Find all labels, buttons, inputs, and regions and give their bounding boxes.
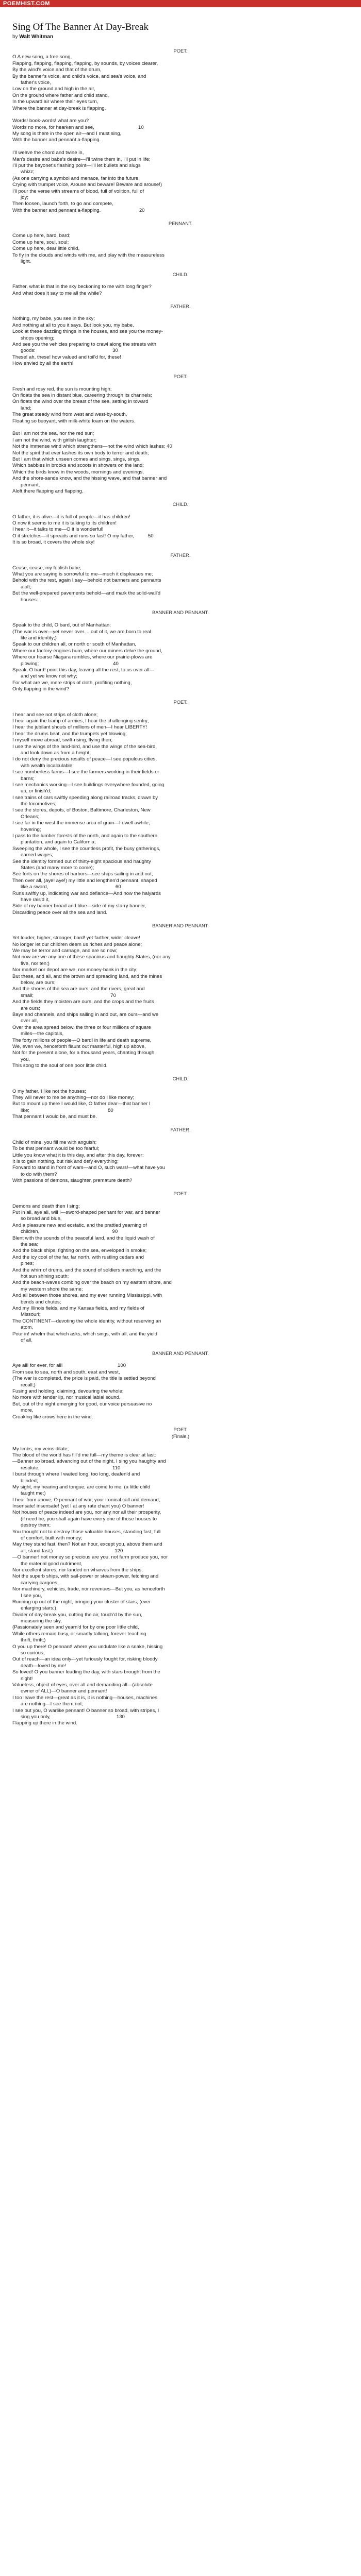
poem-line: (if need be, you shall again have every one of those houses to xyxy=(12,1516,157,1522)
poem-line: Put in all, aye all, will I—sword-shaped pennant for war, and banner xyxy=(12,1210,160,1216)
poem-line: I hear the jubilant shouts of millions of men—I hear LIBERTY! xyxy=(12,724,147,731)
poem-line: I pass to the lumber forests of the north, and again to the southern xyxy=(12,833,158,839)
stanza-gap xyxy=(12,380,349,386)
poem-line: They will never to me be anything—nor do I like money; xyxy=(12,1095,135,1101)
poem-line: I hear again the tramp of armies, I hear the challenging sentry; xyxy=(12,718,149,724)
poem-line: over all, xyxy=(12,1018,38,1024)
poem-line: small; 70 xyxy=(12,992,116,998)
poem-line: Valueless, object of eyes, over all and demanding all—(absolute xyxy=(12,1682,153,1688)
stanza-gap xyxy=(12,1133,349,1139)
poem-line: I hear the drums beat, and the trumpets yet blowing; xyxy=(12,731,127,737)
poem-line: And all between those shores, and my ever running Mississippi, with xyxy=(12,1293,162,1299)
poem-line: It is to gain nothing, but risk and defy everything; xyxy=(12,1158,119,1164)
poem-line: I burst through where I waited long, too long, deafen'd and xyxy=(12,1471,140,1478)
stanza-gap xyxy=(12,265,349,271)
poem-line: Speak to the child, O bard, out of Manhattan; xyxy=(12,622,111,629)
poem-line: Fusing and holding, claiming, devouring the whole; xyxy=(12,1388,124,1395)
speaker-label: POET. xyxy=(173,1190,188,1196)
poem-line: Flapping up there in the wind. xyxy=(12,1720,77,1726)
poem-line: owner of ALL)—O banner and pennant! xyxy=(12,1688,107,1694)
stanza-gap xyxy=(12,692,349,699)
poem-line: to do with them? xyxy=(12,1171,57,1177)
poem-line: Aloft there flapping and flapping. xyxy=(12,488,84,494)
poem-line: See forts on the shores of harbors—see ships sailing in and out; xyxy=(12,871,153,877)
poem-line: Where the banner at day-break is flapping. xyxy=(12,105,106,111)
poem-line: (The war is completed, the price is paid, the title is settled beyond xyxy=(12,1376,156,1382)
poem-line: up, or finish'd; xyxy=(12,788,52,794)
stanza-gap xyxy=(12,1439,349,1446)
poem-line: Blent with the sounds of the peaceful land, and the liquid wash of xyxy=(12,1235,155,1241)
poem-line: recall;) xyxy=(12,1382,36,1388)
poem-line: I use the wings of the land-bird, and use the wings of the sea-bird, xyxy=(12,743,157,750)
poem-line: What you are saying is sorrowful to me—much it displeases me; xyxy=(12,571,153,578)
stanza-gap xyxy=(12,1082,349,1088)
stanza-gap xyxy=(12,1344,349,1350)
poem-line: so broad and blue, xyxy=(12,1216,62,1222)
speaker-label: POET. xyxy=(173,699,188,705)
poem-line: whizz; xyxy=(12,169,35,175)
poem-line: like; 80 xyxy=(12,1107,113,1113)
poem-line: And the whirr of drums, and the sound of soldiers marching, and the xyxy=(12,1267,161,1273)
poem-line: While others remain busy, or smartly talking, forever teaching xyxy=(12,1631,146,1637)
poem-line: aloft; xyxy=(12,584,31,590)
speaker-label: BANNER AND PENNANT. xyxy=(152,1350,209,1356)
poem-line: No more with tender lip, nor musical labial sound, xyxy=(12,1395,121,1401)
poem-line: death—loved by me! xyxy=(12,1663,66,1669)
stanza-gap xyxy=(12,705,349,711)
stanza-gap xyxy=(12,495,349,501)
poem-line: taught me;) xyxy=(12,1490,46,1497)
poem-line: Crying with trumpet voice, Arouse and beware! Beware and arouse!) xyxy=(12,182,162,188)
stanza-gap xyxy=(12,144,349,150)
poem-line: Man's desire and babe's desire—I'll twine them in, I'll put in life; xyxy=(12,156,151,162)
poem-line: I hear it—it talks to me—O it is wonderful! xyxy=(12,527,104,533)
poem-line: Nor excellent stores, nor landed on wharves from the ships; xyxy=(12,1567,143,1573)
poem-line: you, xyxy=(12,1056,30,1062)
poem-line: Floating so buoyant, with milk-white foam on the waters. xyxy=(12,418,136,424)
poem-line: I see you, xyxy=(12,1592,42,1599)
poem-line: Divider of day-break you, cutting the air, touch'd by the sun, xyxy=(12,1612,142,1618)
poem-line: Nor market nor depot are we, nor money-bank in the city; xyxy=(12,967,138,973)
stanza-gap xyxy=(12,929,349,935)
poem-line: Speak to our children all, or north or south of Manhattan, xyxy=(12,641,136,648)
speaker-label: BANNER AND PENNANT. xyxy=(152,609,209,616)
poem-line: Child of mine, you fill me with anguish; xyxy=(12,1139,97,1145)
poem-line: And a pleasure new and ecstatic, and the prattled yearning of xyxy=(12,1222,147,1228)
poem-line: We, even we, henceforth flaunt out masterful, high up above, xyxy=(12,1043,146,1049)
poem-line: O A new song, a free song, xyxy=(12,54,72,60)
poem-line: O it stretches—it spreads and runs so fast! O my father, 50 xyxy=(12,533,154,539)
stanza-gap xyxy=(12,1070,349,1076)
poem-line: Not houses of peace indeed are you, nor any nor all their prosperity, xyxy=(12,1510,161,1516)
poem-byline xyxy=(12,34,349,40)
poem-line: O my father, I like not the houses; xyxy=(12,1088,86,1094)
speaker-label: CHILD. xyxy=(172,271,189,277)
poem-line: —O banner! not money so precious are you, not farm produce you, nor xyxy=(12,1554,168,1561)
poem-line: I too leave the rest—great as it is, it is nothing—houses, machines xyxy=(12,1694,158,1701)
poem-line: Where our hoarse Niagara rumbles, where our prairie-plows are xyxy=(12,654,153,660)
poem-line: We may be terror and carnage, and are so now; xyxy=(12,948,118,954)
poem-line: Not the spirit that ever lashes its own body to terror and death; xyxy=(12,450,149,456)
poem-line: of all. xyxy=(12,1337,32,1343)
poem-line: Not for the present alone, for a thousand years, chanting through xyxy=(12,1050,155,1056)
poem-line: With the banner and pennant a-flapping. 20 xyxy=(12,207,145,213)
poem-line: barns; xyxy=(12,775,35,782)
poem-line: Yet louder, higher, stronger, bard! yet farther, wider cleave! xyxy=(12,935,140,941)
poem-line: Words! book-words! what are you? xyxy=(12,118,89,124)
poem-line: and yet we know not why; xyxy=(12,673,77,680)
poem-line: Sweeping the whole, I see the countless profit, the busy gatherings, xyxy=(12,845,160,852)
poem-line: States (and many more to come); xyxy=(12,865,94,871)
poem-line: Which the birds know in the woods, mornings and evenings, xyxy=(12,469,144,475)
poem-line: By the wind's voice and that of the drum, xyxy=(12,67,102,73)
poem-line: To be that pennant would be too fearful; xyxy=(12,1146,100,1152)
poem-line: And the black ships, fighting on the sea, enveloped in smoke; xyxy=(12,1248,147,1254)
poem-line: For what are we, mere strips of cloth, profiting nothing, xyxy=(12,680,132,686)
stanza-gap xyxy=(12,603,349,609)
speaker-label: BANNER AND PENNANT. xyxy=(152,922,209,928)
poem-line: But I am not the sea, nor the red sun; xyxy=(12,431,94,437)
poem-line: Out of reach—an idea only—yet furiously fought for, risking bloody xyxy=(12,1656,158,1663)
poem-line: like a sword, 60 xyxy=(12,884,121,890)
poem-line: And nothing at all to you it says. But look you, my babe, xyxy=(12,322,134,328)
poem-line: Cease, cease, my foolish babe, xyxy=(12,565,81,571)
poem-line: My limbs, my veins dilate; xyxy=(12,1446,69,1452)
stanza-gap xyxy=(12,310,349,316)
poem-line: plantation, and again to California; xyxy=(12,839,96,845)
poem-line: Come up here, dear little child, xyxy=(12,246,80,252)
poem-line: And the shore-sands know, and the hissing wave, and that banner and xyxy=(12,476,167,482)
poem-line: Not now are we any one of these spacious and haughty States, (nor any xyxy=(12,954,171,960)
poem-line: On floats the wind over the breast of the sea, setting in toward xyxy=(12,399,149,405)
speaker-label: FATHER. xyxy=(170,1127,191,1133)
poem-line: O father, it is alive—it is full of people—it has children! xyxy=(12,514,130,520)
poem-line: In the upward air where their eyes turn, xyxy=(12,99,99,105)
stanza-gap xyxy=(12,1357,349,1363)
poem-line: From sea to sea, north and south, east and west, xyxy=(12,1369,120,1375)
poem-line: five, nor ten;) xyxy=(12,960,50,967)
poem-line: But the well-prepared pavements behold—and mark the solid-wall'd xyxy=(12,590,161,597)
poem-line: With passions of demons, slaughter, premature death? xyxy=(12,1178,133,1184)
poem-line: hovering; xyxy=(12,826,41,833)
poem-line: O you up there! O pennant! where you undulate like a snake, hissing xyxy=(12,1643,163,1650)
poem-line: My sight, my hearing and tongue, are come to me, (a little child xyxy=(12,1484,151,1490)
poem-line: Look at these dazzling things in the houses, and see you the money- xyxy=(12,329,163,335)
poem-line: below, are ours; xyxy=(12,980,56,986)
stanza-gap xyxy=(12,546,349,552)
poem-line: Then loosen, launch forth, to go and compete, xyxy=(12,201,113,207)
poem-line: Low on the ground and high in the air, xyxy=(12,86,95,92)
poem-line: The great steady wind from west and west-by-south, xyxy=(12,412,127,418)
poem-line: light. xyxy=(12,258,31,264)
poem-line: joy; xyxy=(12,194,28,200)
poem-line: Fresh and rosy red, the sun is mounting high; xyxy=(12,386,112,392)
poem-line: This song to the soul of one poor little child. xyxy=(12,1063,108,1069)
poem-line: pennant, xyxy=(12,482,40,488)
poem-line: Insensate! insensate! (yet I at any rate chant you) O banner! xyxy=(12,1503,144,1510)
poem-line: On the ground where father and child stand, xyxy=(12,92,109,98)
poem-line: I hear and see not strips of cloth alone; xyxy=(12,711,98,718)
poem-line: Speak, O bard! point this day, leaving all the rest, to us over all— xyxy=(12,667,154,673)
stanza-gap xyxy=(12,214,349,220)
poem-line: O now it seems to me it is talking to its children! xyxy=(12,520,117,526)
poem-line: But to mount up there I would like, O father dear—that banner I xyxy=(12,1101,151,1107)
poem-line: enlarging stars;) xyxy=(12,1605,56,1612)
poem-line: father's voice, xyxy=(12,79,51,86)
poem-line: bends and chutes; xyxy=(12,1299,61,1305)
poem-line: the locomotives; xyxy=(12,801,57,807)
poem-line: I do not deny the precious results of peace—I see populous cities, xyxy=(12,756,157,762)
poem-line: My song is there in the open air—and I must sing, xyxy=(12,131,122,137)
poem-line: destroy them; xyxy=(12,1522,51,1529)
poem-line: carrying cargoes, xyxy=(12,1580,59,1586)
poem-line: more, xyxy=(12,1408,34,1414)
poem-line: I am not the wind, with girlish laughter; xyxy=(12,437,97,443)
stanza-gap xyxy=(12,297,349,303)
poem-line: the material good nutriment, xyxy=(12,1561,83,1567)
poem-line: Pour in! whelm that which asks, which sings, with all, and the yield xyxy=(12,1331,158,1337)
speaker-label: POET. xyxy=(173,373,188,379)
poem-line: Runs swiftly up, indicating war and defiance—And now the halyards xyxy=(12,890,161,896)
stanza-gap xyxy=(12,1197,349,1203)
poem-line: Demons and death then I sing; xyxy=(12,1203,80,1209)
poem-line: The blood of the world has fill'd me full—my theme is clear at last: xyxy=(12,1452,156,1458)
stanza-gap xyxy=(12,367,349,374)
poem-line: Little you know what it is this day, and after this day, forever; xyxy=(12,1152,144,1158)
stanza-gap xyxy=(12,507,349,514)
stanza-gap xyxy=(12,916,349,922)
poem-line: It is so broad, it covers the whole sky! xyxy=(12,539,95,546)
author-link[interactable]: Walt Whitman xyxy=(19,34,54,40)
byline-prefix: by xyxy=(12,34,18,40)
poem-line: so curious, xyxy=(12,1650,45,1656)
speaker-label: (Finale.) xyxy=(171,1433,190,1439)
poem-line: By the banner's voice, and child's voice, and sea's voice, and xyxy=(12,73,146,79)
poem-line: plowing; 40 xyxy=(12,660,119,667)
poem-line: Then over all, (aye! aye!) my little and lengthen'd pennant, shaped xyxy=(12,877,157,884)
poem-line: Father, what is that in the sky beckoning to me with long finger? xyxy=(12,284,152,290)
poem-line: Only flapping in the wind? xyxy=(12,686,69,692)
poem-line: I myself move abroad, swift-rising, flying then; xyxy=(12,737,113,743)
poem-line: I see numberless farms—I see the farmers working in their fields or xyxy=(12,769,159,775)
stanza-gap xyxy=(12,227,349,233)
poem-line: night! xyxy=(12,1675,33,1682)
poem-line: Running up out of the night, bringing your cluster of stars, (ever- xyxy=(12,1599,153,1605)
poem-title: Sing Of The Banner At Day-Break xyxy=(12,22,149,32)
poem-line: children, 90 xyxy=(12,1229,118,1235)
poem-line: all, stand fast;) 120 xyxy=(12,1548,123,1554)
speaker-label: PENNANT. xyxy=(168,220,193,226)
poem-line: Where our factory-engines hum, where our miners delve the ground, xyxy=(12,648,162,654)
poem-line: Flapping, flapping, flapping, flapping, by sounds, by voices clearer, xyxy=(12,60,158,66)
poem-line: Behold with the rest, again I say—behold not banners and pennants xyxy=(12,578,161,584)
poem-line: Nothing, my babe, you see in the sky; xyxy=(12,316,95,322)
poem-line: So loved! O you banner leading the day, with stars brought from the xyxy=(12,1669,160,1675)
poem-line: my western shore the same; xyxy=(12,1286,83,1292)
stanza-gap xyxy=(12,278,349,284)
poem-line: sing you only, 130 xyxy=(12,1714,125,1720)
poem-line: On floats the sea in distant blue, careering through its channels; xyxy=(12,393,152,399)
stanza-gap xyxy=(12,1420,349,1427)
speaker-label: CHILD. xyxy=(172,501,189,507)
poem-line: are ours; xyxy=(12,1005,40,1011)
poem-line: Over the area spread below, the three or four millions of square xyxy=(12,1024,151,1030)
poem-line: Come up here, bard, bard; xyxy=(12,233,71,239)
poem-line: (As one carrying a symbol and menace, far into the future, xyxy=(12,175,140,181)
poem-line: measuring the sky, xyxy=(12,1618,62,1624)
poem-container xyxy=(0,7,361,1727)
poem-line: Side of my banner broad and blue—side of my starry banner, xyxy=(12,903,146,909)
poem-line: Which babbles in brooks and scoots in showers on the land; xyxy=(12,463,144,469)
header-bar xyxy=(0,0,361,7)
speaker-label: POET. xyxy=(173,1427,188,1433)
poem-line: —Banner so broad, advancing out of the night, I sing you haughty and xyxy=(12,1459,166,1465)
poem-line: (Passionately seen and yearn'd for by one poor little child, xyxy=(12,1624,139,1631)
poem-line: With the banner and pennant a-flapping. xyxy=(12,137,101,143)
poem-line: But, out of the night emerging for good, our voice persuasive no xyxy=(12,1401,152,1407)
poem-line: hot sun shining south; xyxy=(12,1274,69,1279)
poem-line: shops opening; xyxy=(12,335,55,341)
poem-line: I'll put the bayonet's flashing point—I'll let bullets and slugs xyxy=(12,163,141,169)
stanza-gap xyxy=(12,1121,349,1127)
poem-line: the sea; xyxy=(12,1242,39,1248)
poem-line: Not the immense wind which strengthens—not the wind which lashes; 40 xyxy=(12,444,172,450)
speaker-label: CHILD. xyxy=(172,1075,189,1081)
poem-line: of comfort, built with money; xyxy=(12,1535,83,1541)
poem-line: life and identity;) xyxy=(12,635,57,641)
stanza-gap xyxy=(12,425,349,431)
poem-line: May they stand fast, then? Not an hour, except you, above them and xyxy=(12,1541,162,1548)
stanza-gap xyxy=(12,616,349,622)
poem-line: Words no more, for hearken and see, 10 xyxy=(12,124,144,130)
poem-line: But these, and all, and the brown and spreading land, and the mines xyxy=(12,973,162,979)
poem-line: And my Illinois fields, and my Kansas fields, and my fields of xyxy=(12,1305,144,1311)
poem-line: (The war is over—yet never over.... out of it, we are born to real xyxy=(12,629,151,635)
poem-line: Missouri; xyxy=(12,1312,41,1318)
poem-line: To fly in the clouds and winds with me, and play with the measureless xyxy=(12,252,165,258)
poem-line: The forty millions of people—O bard! in life and death supreme, xyxy=(12,1037,152,1043)
poem-line: land; xyxy=(12,405,31,411)
poem-line: with wealth incalculable; xyxy=(12,762,74,769)
poem-line: I'll weave the chord and twine in, xyxy=(12,150,84,156)
poem-line: I see but you, O warlike pennant! O banner so broad, with stripes, I xyxy=(12,1707,159,1714)
poem-line: I'll pour the verse with streams of blood, full of volition, full of xyxy=(12,188,144,194)
poem-line: Come up here, soul, soul; xyxy=(12,239,69,245)
site-logo[interactable]: POEMHIST.COM xyxy=(3,1,50,7)
poem-line: And the shores of the sea are ours, and the rivers, great and xyxy=(12,986,145,992)
poem-line: thrift, thrift;) xyxy=(12,1637,46,1643)
poem-line: The CONTINENT—devoting the whole identity, without reserving an xyxy=(12,1318,161,1324)
poem-line: have rais'd it, xyxy=(12,896,50,903)
poem-line: are nothing—I see them not; xyxy=(12,1701,84,1707)
poem-line: pines; xyxy=(12,1261,34,1267)
speaker-label: POET. xyxy=(173,48,188,54)
poem-line: I see far in the west the immense area of grain—I dwell awhile, xyxy=(12,820,150,826)
poem-line: I see trains of cars swiftly speeding along railroad tracks, drawn by xyxy=(12,794,158,801)
poem-line: Croaking like crows here in the wind. xyxy=(12,1414,93,1420)
poem-line: resolute; 110 xyxy=(12,1465,121,1471)
poem-line: Orleans; xyxy=(12,814,40,820)
poem-line: miles—the capitals, xyxy=(12,1031,64,1037)
poem-line: Bays and channels, and ships sailing in and out, are ours—and we xyxy=(12,1011,159,1018)
speaker-label: FATHER. xyxy=(170,303,191,309)
poem-line: That pennant I would be, and must be. xyxy=(12,1114,97,1120)
poem-line: atom, xyxy=(12,1325,33,1331)
poem-body xyxy=(12,48,349,1727)
poem-line: blinded; xyxy=(12,1478,38,1484)
poem-line: And the beach-waves combing over the beach on my eastern shore, and xyxy=(12,1280,172,1286)
poem-line: I hear from above, O pennant of war, your ironical call and demand; xyxy=(12,1497,160,1503)
poem-line: You thought not to destroy those valuable houses, standing fast, full xyxy=(12,1529,161,1535)
poem-line: And the icy cool of the far, far north, with rustling cedars and xyxy=(12,1254,144,1260)
poem-line: and look down as from a height; xyxy=(12,750,91,756)
poem-line: And see you the vehicles preparing to crawl along the streets with xyxy=(12,341,156,347)
poem-line: Aye all! for ever, for all! 100 xyxy=(12,1363,126,1369)
poem-line: goods: 30 xyxy=(12,348,118,354)
poem-line: Not the superb ships, with sail-power or steam-power, fetching and xyxy=(12,1573,159,1580)
stanza-gap xyxy=(12,558,349,565)
poem-line: And what does it say to me all the while? xyxy=(12,290,102,296)
poem-line: Discarding peace over all the sea and land. xyxy=(12,909,107,916)
stanza-gap xyxy=(12,1184,349,1191)
poem-line: But I am that which unseen comes and sings, sings, sings, xyxy=(12,456,141,462)
poem-line: houses. xyxy=(12,597,38,603)
poem-line: I see the stores, depots, of Boston, Baltimore, Charleston, New xyxy=(12,807,151,814)
poem-line: Nor machinery, vehicles, trade, nor revenues—But you, as henceforth xyxy=(12,1586,165,1592)
stanza-gap xyxy=(12,112,349,118)
poem-line: Forward to stand in front of wars—and O, such wars!—what have you xyxy=(12,1165,165,1171)
poem-line: How envied by all the earth! xyxy=(12,361,74,367)
speaker-label: FATHER. xyxy=(170,552,191,558)
poem-line: See the identity formed out of thirty-eight spacious and haughty xyxy=(12,858,151,865)
poem-line: I see mechanics working—I see buildings everywhere founded, going xyxy=(12,782,165,788)
poem-line: These! ah, these! how valued and toil'd for, these! xyxy=(12,354,121,360)
poem-line: No longer let our children deem us riches and peace alone; xyxy=(12,941,142,947)
poem-line: And the fields they moisten are ours, and the crops and the fruits xyxy=(12,999,154,1005)
poem-line: earned wages; xyxy=(12,852,53,858)
